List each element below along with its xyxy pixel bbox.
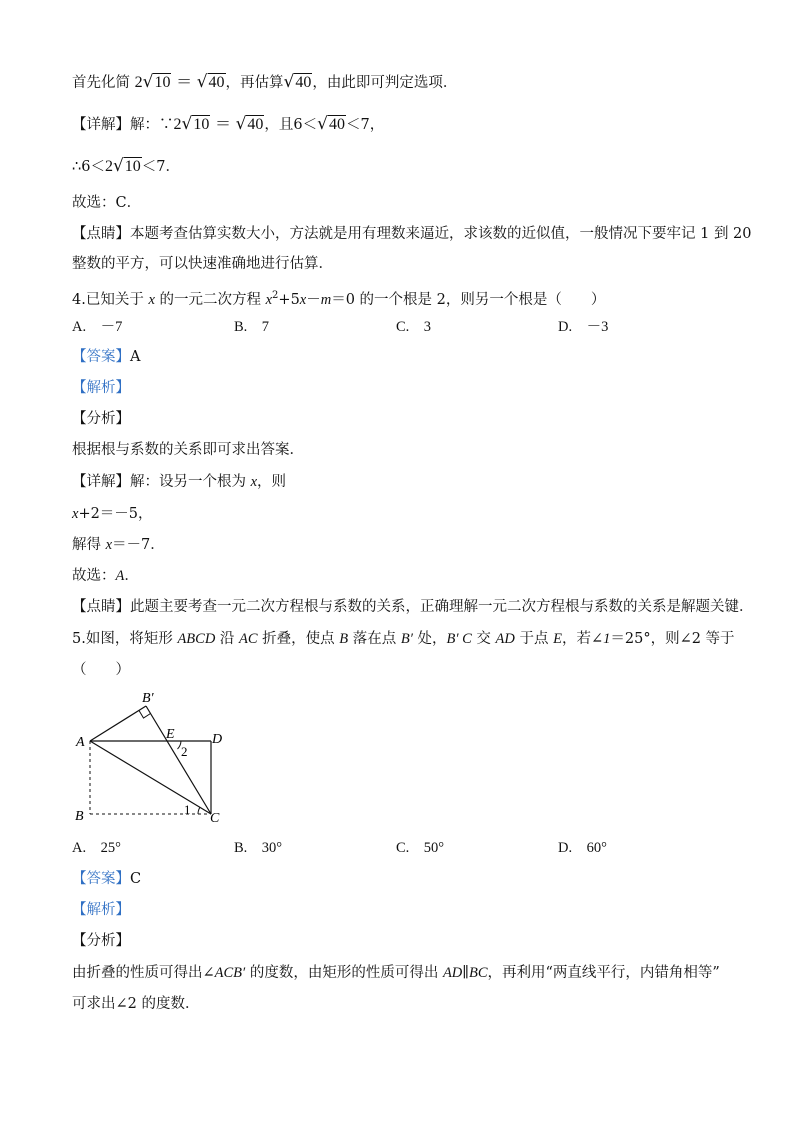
fenxi-text-q5-line2: 可求出∠2 的度数．	[72, 996, 200, 1012]
option-d-q5: D. 60°	[558, 840, 607, 856]
question-5-paren: （ ）	[72, 662, 130, 678]
answer-value: A	[130, 349, 141, 365]
fenxi-text-q4: 根据根与系数的关系即可求出答案．	[72, 442, 304, 458]
var: ABCD	[177, 631, 216, 647]
var: E	[553, 631, 562, 647]
text: +2＝－5，	[78, 506, 153, 522]
text: 的一元二次方程	[154, 291, 266, 308]
radicand: 40	[208, 74, 225, 91]
detail-tag: 【详解】解：∵	[72, 117, 174, 133]
var: B′	[400, 631, 413, 647]
text: ，再估算	[225, 75, 284, 91]
segment-AB-prime	[90, 706, 146, 741]
sqrt-symbol: √	[235, 114, 247, 134]
text: +5	[278, 291, 300, 308]
text: 首先化简	[72, 75, 130, 91]
fenxi-tag-q4: 【分析】	[72, 411, 130, 427]
text: 于点	[514, 631, 554, 647]
var-x: x	[265, 291, 273, 308]
detail-line-q3	[72, 114, 384, 135]
var-x: x	[72, 506, 79, 522]
var: AC	[239, 631, 258, 647]
coefficient: 2	[134, 74, 143, 91]
text: ，若∠	[561, 631, 604, 647]
text: ＜7，	[346, 117, 385, 133]
choice-q3: 故选：C．	[72, 195, 142, 211]
text: ∴6＜	[72, 159, 105, 175]
question-4-stem	[72, 286, 605, 310]
jiexi-tag-q4: 【解析】	[72, 380, 130, 396]
var: 1	[603, 631, 611, 647]
option-b-q4: B. 7	[234, 319, 270, 335]
var-x: x	[105, 537, 113, 553]
answer-tag: 【答案】	[72, 349, 130, 365]
option-b-q5: B. 30°	[234, 840, 283, 856]
detail-q4	[72, 472, 286, 492]
text: 落在点	[348, 631, 401, 647]
option-a-q4: A. －7	[72, 319, 123, 335]
var: AD∥BC	[442, 965, 488, 981]
text: 故选：	[72, 568, 116, 584]
var: AD	[495, 631, 515, 647]
radicand: 10	[154, 74, 171, 91]
sqrt-symbol: √	[142, 72, 154, 92]
choice-q4	[72, 566, 139, 586]
text: ，则	[257, 474, 287, 490]
sqrt-symbol: √	[181, 114, 193, 134]
var-m: m	[320, 291, 332, 308]
choice-value: A	[115, 568, 125, 584]
var: B′ C	[446, 631, 472, 647]
simplify-hint-line	[72, 72, 457, 93]
text: ，由此即可判定选项．	[312, 75, 458, 91]
text: ＝0 的一个根是 2，则另一个根是（ ）	[331, 291, 606, 308]
equation-line-2	[72, 535, 165, 555]
var: B	[339, 631, 349, 647]
fenxi-text-q5-line1	[72, 963, 720, 983]
label-angle-2: 2	[181, 744, 188, 759]
dianjing-q3-line1: 【点睛】本题考查估算实数大小，方法就是用有理数来逼近，求该数的近似值，一般情况下要牢记 1 到 20	[72, 226, 752, 242]
label-A: A	[76, 735, 85, 750]
text: ，且6＜	[264, 117, 318, 133]
var: ACB′	[214, 965, 246, 981]
var-x: x	[299, 291, 307, 308]
equals: ＝	[214, 116, 231, 133]
var-x: x	[148, 291, 155, 308]
equals: ＝	[176, 74, 193, 91]
text: 折叠，使点	[257, 631, 340, 647]
radicand: 40	[329, 116, 345, 133]
text: ．	[124, 568, 139, 584]
var-x: x	[250, 474, 258, 490]
label-D: D	[212, 732, 223, 747]
dianjing-q3-line2: 整数的平方，可以快速准确地进行估算．	[72, 256, 333, 272]
option-c-q4: C. 3	[396, 319, 432, 335]
text: －	[306, 291, 321, 308]
answer-q4	[72, 347, 140, 367]
radicand: 10	[193, 116, 210, 133]
dianjing-q4: 【点睛】此题主要考查一元二次方程根与系数的关系，正确理解一元二次方程根与系数的关系是解题关键．	[72, 599, 754, 615]
answer-tag: 【答案】	[72, 871, 130, 887]
text: 处，	[412, 631, 447, 647]
label-C: C	[210, 811, 220, 826]
sqrt-symbol: √	[196, 72, 208, 92]
text: ＜7．	[141, 159, 181, 175]
answer-value: C	[130, 871, 142, 887]
answer-q5	[72, 869, 141, 889]
fenxi-tag-q5: 【分析】	[72, 933, 130, 949]
radicand: 10	[124, 158, 141, 175]
text: 5.如图，将矩形	[72, 631, 178, 647]
label-B: B	[75, 809, 84, 824]
angle-1-arc	[198, 808, 200, 815]
text: 沿	[215, 631, 240, 647]
coefficient: 2	[104, 158, 113, 175]
text: 4.已知关于	[72, 291, 149, 308]
text: 由折叠的性质可得出∠	[72, 965, 215, 981]
exponent: 2	[272, 290, 279, 301]
sqrt-symbol: √	[317, 114, 328, 134]
text: 【详解】解：设另一个根为	[72, 474, 251, 490]
jiexi-tag-q5: 【解析】	[72, 902, 130, 918]
segment-AC	[90, 741, 211, 814]
label-B-prime: B′	[142, 691, 154, 706]
segment-B-prime-C	[146, 706, 211, 814]
label-E: E	[166, 727, 175, 742]
text: 的度数，由矩形的性质可得出	[245, 965, 443, 981]
conclusion-line-q3	[72, 156, 180, 177]
radicand: 40	[295, 74, 312, 91]
text: ＝25°，则∠2 等于	[610, 631, 735, 647]
equation-line-1	[72, 504, 153, 524]
fold-rectangle-figure	[70, 688, 240, 830]
text: ＝－7．	[112, 537, 165, 553]
question-5-stem	[72, 629, 735, 649]
label-angle-1: 1	[184, 802, 191, 817]
radicand: 40	[247, 116, 264, 133]
option-d-q4: D. －3	[558, 319, 609, 335]
text: 交	[471, 631, 496, 647]
coefficient: 2	[173, 116, 182, 133]
sqrt-symbol: √	[112, 156, 124, 176]
sqrt-symbol: √	[283, 72, 295, 92]
text: 解得	[72, 537, 106, 553]
option-a-q5: A. 25°	[72, 840, 121, 856]
option-c-q5: C. 50°	[396, 840, 445, 856]
text: ，再利用“两直线平行，内错角相等”	[487, 965, 720, 981]
